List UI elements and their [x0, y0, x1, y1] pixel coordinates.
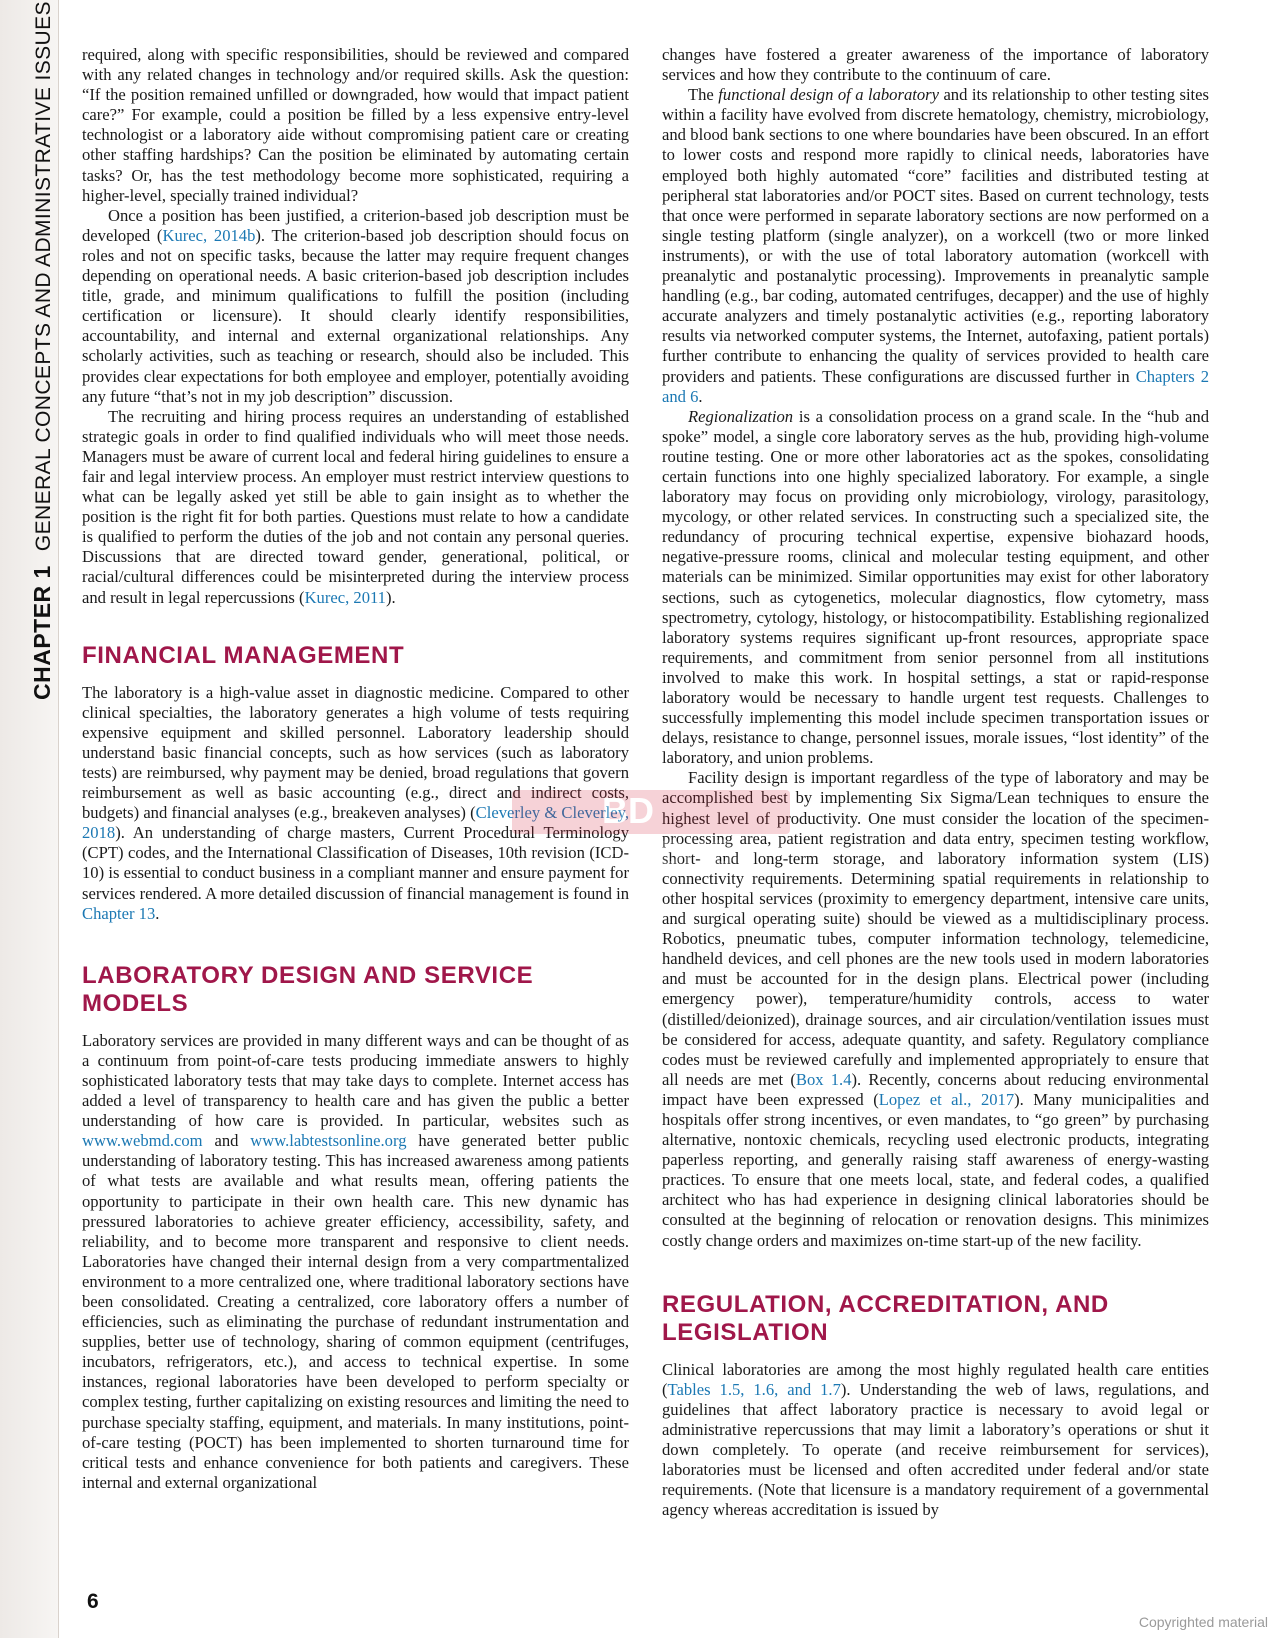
- paragraph: The functional design of a laboratory and its relationship to other testing sites within a facility have evolved from discrete hematology, chemistry, microbiology, and blood bank sections to one where boundaries have been obscured. In an effort to lower costs and respond more rapidly to clinical needs, laboratories have employed both highly automated “core” facilities and distributed testing at peripheral stat laboratories and/or POCT sites. Based on current technology, tests that once were performed in separate laboratory sections are now performed on a single testing platform (single analyzer), on a workcell (two or more linked instruments), or with the use of total laboratory automation (workcell with preanalytic and postanalytic processing). Improvements in preanalytic sample handling (e.g., bar coding, automated centrifuges, decapper) and the use of highly accurate analyzers and timely postanalytic activities (e.g., reporting laboratory results via networked computer systems, the Internet, autofaxing, patient portals) further contribute to enhancing the quality of services provided to health care providers and patients. These configurations are discussed further in Chapters 2 and 6.: [662, 85, 1209, 406]
- section-heading-regulation: REGULATION, ACCREDITATION, AND LEGISLATION: [662, 1290, 1109, 1346]
- paragraph: The laboratory is a high-value asset in diagnostic medicine. Compared to other clinical specialties, the laboratory generates a high volume of tests requiring expensive equipment and skilled personnel. Laboratory leadership should understand basic financial concepts, such as how services (such as laboratory tests) are reimbursed, why payment may be denied, broad regulations that govern reimbursement as well as basic accounting (e.g., direct and indirect costs, budgets) and financial analyses (e.g., breakeven analyses) (Cleverley & Cleverley, 2018). An understanding of charge masters, Current Procedural Terminology (CPT) codes, and the International Classification of Diseases, 10th revision (ICD-10) is essential to conduct business in a compliant manner and ensure payment for services rendered. A more detailed discussion of financial management is found in Chapter 13.: [82, 682, 630, 923]
- citation-link[interactable]: Lopez et al., 2017: [878, 1089, 1015, 1109]
- chapter-title: GENERAL CONCEPTS AND ADMINISTRATIVE ISSUES: [32, 1, 55, 552]
- paragraph: Clinical laboratories are among the most highly regulated health care entities (Tables 1.5, 1.6, and 1.7). Understanding the web of laws, regulations, and guidelines that affect laboratory practice is necessary to avoid legal or administrative repercussions that may limit a laboratory’s operations or shut it down completely. To operate (and receive reimbursement for services), laboratories must be licensed and often accredited under federal and/or state requirements. (Note that licensure is a mandatory requirement of a governmental agency whereas accreditation is issued by: [662, 1359, 1210, 1520]
- paragraph: The recruiting and hiring process requires an understanding of established strategic goals in order to find qualified individuals who will meet those needs. Managers must be aware of current local and federal hiring guidelines to ensure a fair and legal interview process. An employer must restrict interview questions to what can be legally asked yet still be able to gain insight as to whether the position is the right fit for both parties. Questions must relate to how a candidate is qualified to perform the duties of the job and not contain any personal queries. Discussions that are directed toward gender, generational, political, or racial/cultural differences could be misinterpreted during the interview process and result in legal repercussions (Kurec, 2011).: [82, 406, 629, 607]
- citation-link[interactable]: Cleverley & Cleverley, 2018: [82, 803, 630, 843]
- url-link-labtestsonline[interactable]: www.labtestsonline.org: [250, 1131, 407, 1151]
- left-column: [82, 45, 629, 1493]
- tables-link[interactable]: Tables 1.5, 1.6, and 1.7: [667, 1379, 841, 1399]
- chapter-link[interactable]: Chapters 2 and 6: [662, 366, 1209, 406]
- paragraph: required, along with specific responsibilities, should be reviewed and compared with any related changes in technology and/or required skills. Ask the question: “If the position remained unfilled or downgraded, how would that impact patient care?” For example, could a position be filled by a less expensive entry-level technologist or a laboratory aide without compromising patient care or creating other staffing hardships? Can the position be eliminated by automating certain tasks? Or, has the test methodology become more sophisticated, requiring a higher-level, specially trained individual?: [82, 45, 629, 205]
- chapter-link[interactable]: Chapter 13: [82, 903, 156, 923]
- page-number: 6: [87, 1590, 99, 1613]
- citation-link[interactable]: Kurec, 2011: [304, 587, 386, 607]
- paragraph: Laboratory services are provided in many different ways and can be thought of as a continuum from point-of-care tests producing immediate answers to highly sophisticated laboratory tests that may take days to complete. Internet access has added a level of transparency to health care and has given the public a better understanding of how care is provided. In particular, websites such as www.webmd.com and www.labtestsonline.org have generated better public understanding of laboratory testing. This has increased awareness among patients of what tests are available and what results mean, offering patients the opportunity to participate in their own health care. This new dynamic has pressured laboratories to achieve greater efficiency, accessibility, safety, and reliability, and to become more transparent and responsive to client needs. Laboratories have changed their internal design from a very compartmentalized environment to a more centralized one, where traditional laboratory sections have been consolidated. Creating a centralized, core laboratory offers a number of efficiencies, such as eliminating the purchase of redundant instrumentation and supplies, better use of technology, sharing of common equipment (centrifuges, incubators, refrigerators, etc.), and access to technical expertise. In some instances, regional laboratories have been developed to perform specialty or complex testing, further capitalizing on existing resources and limiting the need to purchase specialty staffing, equipment, and materials. In many institutions, point-of-care testing (POCT) has been implemented to shorten turnaround time for critical tests and enhance convenience for both patients and caregivers. These internal and external organizational: [82, 1030, 629, 1492]
- url-link-webmd[interactable]: www.webmd.com: [82, 1131, 203, 1151]
- paragraph: Facility design is important regardless of the type of laboratory and may be accomplished best by implementing Six Sigma/Lean techniques to ensure the highest level of productivity. One must consider the location of the specimen-processing area, patient registration and data entry, specimen testing workflow, short- and long-term storage, and laboratory information system (LIS) connectivity requirements. Determining spatial requirements in relationship to other hospital services (proximity to emergency department, intensive care units, and surgical operating suite) should be viewed as a multidisciplinary process. Robotics, pneumatic tubes, computer information technology, telemedicine, handheld devices, and cell phones are the new tools used in modern laboratories and must be accounted for in the design plans. Electrical power (including emergency power), temperature/humidity controls, access to water (distilled/deionized), drainage sources, and air circulation/ventilation issues must be considered for access, adequate quantity, and safety. Regulatory compliance codes must be reviewed carefully and implemented appropriately to ensure that all needs are met (Box 1.4). Recently, concerns about reducing environmental impact have been expressed (Lopez et al., 2017). Many municipalities and hospitals offer strong incentives, or even mandates, to “go green” by purchasing alternative, nontoxic chemicals, recycling used electronic products, integrating paperless reporting, and generally raising staff awareness of energy-wasting practices. To ensure that one meets local, state, and federal codes, a qualified architect who has had experience in designing clinical laboratories should be consulted at the beginning of relocation or renovation designs. This minimizes costly change orders and maximizes on-time start-up of the new facility.: [662, 768, 1209, 1250]
- emphasis-term: Regionalization: [688, 406, 794, 426]
- paragraph: Once a position has been justified, a criterion-based job description must be developed (Kurec, 2014b). The criterion-based job description should focus on roles and not on specific tasks, because the latter may require frequent changes depending on operational needs. A basic criterion-based job description includes title, grade, and minimum qualifications to fulfill the position (including certification or licensure). It should clearly identify responsibilities, accountability, and internal and external organizational relationships. Any scholarly activities, such as teaching or research, should also be included. This provides clear expectations for both employee and employer, potentially avoiding any future “that’s not in my job description” discussion.: [82, 205, 629, 406]
- watermark-text: BD BOOKS: [602, 790, 735, 873]
- paragraph: changes have fostered a greater awareness of the importance of laboratory services and how they contribute to the continuum of care.: [662, 45, 1209, 85]
- section-heading-laboratory-design: LABORATORY DESIGN AND SERVICE MODELS: [82, 961, 534, 1017]
- chapter-running-head: [29, 1, 56, 700]
- section-heading-financial-management: FINANCIAL MANAGEMENT: [82, 641, 405, 669]
- copyright-notice: Copyrighted material: [1138, 1614, 1268, 1630]
- citation-link[interactable]: Kurec, 2014b: [162, 225, 256, 245]
- emphasis-term: functional design of a laboratory: [718, 85, 939, 105]
- right-column: [662, 45, 1209, 1520]
- chapter-number: CHAPTER 1: [29, 565, 55, 700]
- paragraph: Regionalization is a consolidation process on a grand scale. In the “hub and spoke” model, a single core laboratory serves as the hub, providing high-volume routine testing. One or more other laboratories act as the spokes, consolidating certain functions into one highly specialized laboratory. For example, a single laboratory may focus on providing only microbiology, virology, parasitology, mycology, or other related services. In constructing such a specialized site, the redundancy of procuring technical expertise, expensive biohazard hoods, negative-pressure rooms, clinical and molecular testing equipment, and other materials can be minimized. Similar opportunities may exist for other laboratory sections, such as cytogenetics, molecular diagnostics, flow cytometry, mass spectrometry, cytology, histology, or histocompatibility. Establishing regionalized laboratory systems requires significant up-front resources, appropriate space requirements, and commitment from senior personnel from all institutions involved to make this work. In hospital settings, a stat or rapid-response laboratory would be necessary to handle urgent test requests. Challenges to successfully implementing this model include specimen transportation issues or delays, resistance to change, personnel issues, morale issues, “lost identity” of the laboratory, and union problems.: [662, 406, 1209, 768]
- chapter-sidebar: [0, 0, 59, 1638]
- box-link[interactable]: Box 1.4: [795, 1069, 852, 1089]
